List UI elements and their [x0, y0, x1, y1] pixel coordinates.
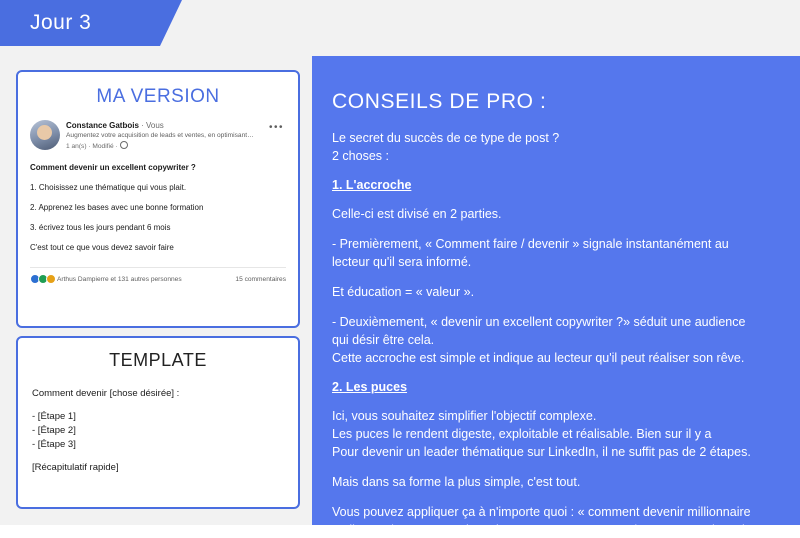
spacer-4 [332, 272, 786, 284]
spacer-9 [332, 492, 786, 504]
ma-version-card [16, 70, 300, 328]
pro-section1-title: 1. L'accroche [332, 178, 412, 192]
pro-section2-line-4: Vous pouvez appliquer ça à n'importe quoi : « comment devenir millionnaire [332, 505, 751, 519]
post-author-block [66, 120, 254, 152]
avatar [30, 120, 60, 150]
pro-section1-line-0: Celle-ci est divisé en 2 parties. [332, 207, 502, 221]
post-comments-count[interactable]: 15 commentaires [235, 275, 286, 283]
post-author-suffix: Vous [146, 121, 164, 130]
pro-section2-line-2: Pour devenir un leader thématique sur LinkedIn, il ne suffit pas de 2 étapes. [332, 445, 751, 459]
pro-section1-line-4: - Deuxièmement, « devenir un excellent copywriter ?» séduit une audience [332, 315, 746, 329]
pro-section2-line-5: en ligne » / « comment devenir un expert sur Canva » / « Comment devenir [332, 523, 749, 537]
globe-icon [120, 141, 128, 149]
pro-intro-0: Le secret du succès de ce type de post ? [332, 131, 560, 145]
conseils-de-pro-title: CONSEILS DE PRO : [332, 90, 547, 113]
post-timestamp-label: 1 an(s) · Modifié · [66, 143, 120, 150]
celebrate-icon [46, 274, 56, 284]
spacer-7 [332, 396, 786, 408]
template-step-2: - [Étape 3] [32, 439, 76, 450]
post-footer [30, 267, 286, 284]
post-author-label: Constance Gatbois [66, 121, 139, 130]
post-author-name [66, 121, 254, 131]
day-banner [0, 0, 160, 46]
day-banner-notch [160, 0, 182, 46]
pro-section1-line-1: - Premièrement, « Comment faire / devenir » signale instantanément au [332, 237, 729, 251]
pro-section2-line-0: Ici, vous souhaitez simplifier l'objectif complexe. [332, 409, 597, 423]
more-options-icon[interactable]: ••• [268, 122, 284, 133]
template-step-0: - [Étape 1] [32, 411, 76, 422]
template-body [32, 387, 284, 474]
conseils-de-pro-panel [312, 56, 800, 537]
pro-section1-line-3: Et éducation = « valeur ». [332, 285, 475, 299]
template-heading: TEMPLATE [109, 350, 207, 370]
template-card [16, 336, 300, 509]
pro-section1-line-5: qui désir être cela. [332, 333, 435, 347]
linkedin-post-mock [30, 120, 286, 284]
post-reactions[interactable] [30, 274, 182, 284]
pro-section1-line-2: lecteur qu'il sera informé. [332, 255, 472, 269]
pro-section2-line-1: Les puces le rendent digeste, exploitable et réalisable. Bien sur il y a [332, 427, 712, 441]
post-line-3: 3. écrivez tous les jours pendant 6 mois [30, 223, 171, 232]
pro-section2-line-3: Mais dans sa forme la plus simple, c'est tout. [332, 475, 581, 489]
post-line-4: C'est tout ce que vous devez savoir faire [30, 243, 174, 252]
post-timestamp [66, 141, 254, 152]
spacer-1 [332, 166, 786, 178]
spacer-6 [332, 368, 786, 380]
post-body [30, 162, 286, 253]
ma-version-heading: MA VERSION [96, 86, 220, 107]
post-line-2: 2. Apprenez les bases avec une bonne formation [30, 203, 204, 212]
post-line-1: 1. Choisissez une thématique qui vous plait. [30, 183, 187, 192]
template-intro: Comment devenir [chose désirée] : [32, 388, 180, 399]
spacer-8 [332, 462, 786, 474]
post-line-0: Comment devenir un excellent copywriter ? [30, 163, 196, 172]
spacer-3 [332, 224, 786, 236]
spacer-2 [332, 194, 786, 206]
post-author-separator: · [138, 121, 147, 130]
pro-intro-1: 2 choses : [332, 149, 389, 163]
post-header [30, 120, 286, 152]
spacer-5 [332, 302, 786, 314]
reaction-icons [30, 274, 54, 284]
post-headline: Augmentez votre acquisition de leads et ventes, en optimisant… [66, 132, 254, 139]
pro-section1-line-6: Cette accroche est simple et indique au lecteur qu'il peut réaliser son rêve. [332, 351, 745, 365]
post-reactions-label: Arthus Dampierre et 131 autres personnes [57, 275, 182, 283]
template-step-1: - [Étape 2] [32, 425, 76, 436]
template-outro: [Récapitulatif rapide] [32, 462, 119, 473]
pro-section2-title: 2. Les puces [332, 380, 408, 394]
day-banner-label: Jour 3 [30, 11, 92, 34]
